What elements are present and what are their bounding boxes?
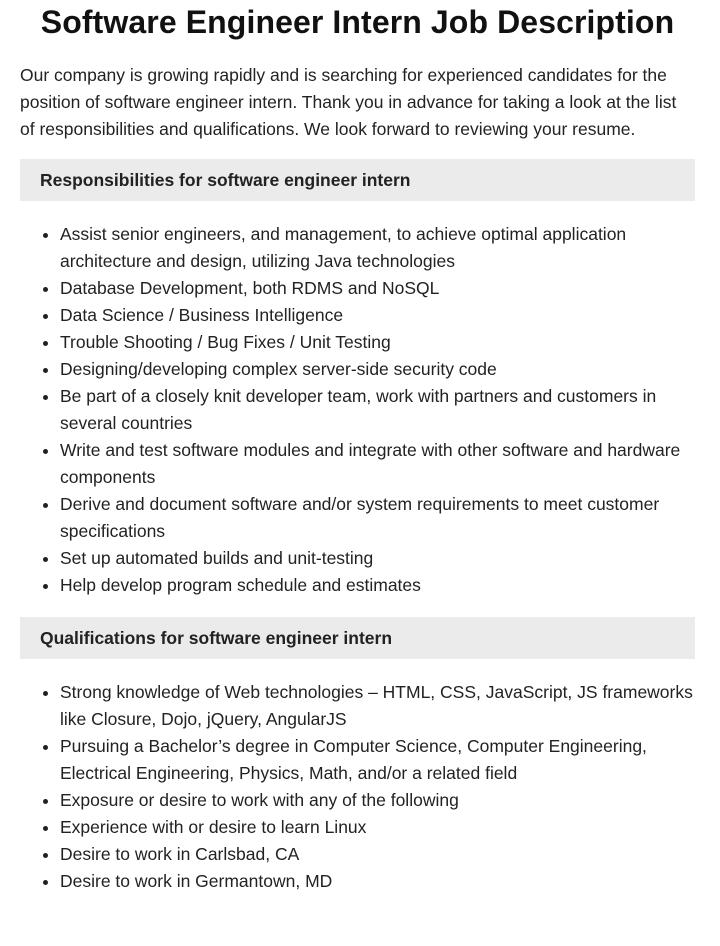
- list-item: • Database Development, both RDMS and NoSQL: [60, 275, 695, 302]
- list-item: • Help develop program schedule and estimates: [60, 572, 695, 599]
- list-item: • Assist senior engineers, and management, to achieve optimal application architecture and design, utilizing Java technologies: [60, 221, 695, 275]
- list-item: • Trouble Shooting / Bug Fixes / Unit Testing: [60, 329, 695, 356]
- list-item: • Pursuing a Bachelor’s degree in Computer Science, Computer Engineering, Electrical Engineering, Physics, Math, and/or a related field: [60, 733, 695, 787]
- list-item: • Desire to work in Germantown, MD: [60, 868, 695, 895]
- qualifications-heading: Qualifications for software engineer intern: [20, 617, 695, 659]
- list-item: • Strong knowledge of Web technologies – HTML, CSS, JavaScript, JS frameworks like Closure, Dojo, jQuery, AngularJS: [60, 679, 695, 733]
- list-item: • Set up automated builds and unit-testing: [60, 545, 695, 572]
- list-item: • Be part of a closely knit developer team, work with partners and customers in several countries: [60, 383, 695, 437]
- list-item: • Derive and document software and/or system requirements to meet customer specifications: [60, 491, 695, 545]
- list-item: • Data Science / Business Intelligence: [60, 302, 695, 329]
- list-item: • Write and test software modules and integrate with other software and hardware components: [60, 437, 695, 491]
- page-title: Software Engineer Intern Job Description: [40, 4, 675, 40]
- list-item: • Exposure or desire to work with any of the following: [60, 787, 695, 814]
- intro-paragraph: Our company is growing rapidly and is searching for experienced candidates for the position of software engineer intern. Thank you in advance for taking a look at the list of responsibilities and qualifications. We look forward to reviewing your resume.: [20, 65, 677, 139]
- list-item: • Desire to work in Carlsbad, CA: [60, 841, 695, 868]
- responsibilities-heading: Responsibilities for software engineer intern: [20, 159, 695, 201]
- responsibilities-list: [20, 221, 695, 599]
- qualifications-list: [20, 679, 695, 895]
- list-item: • Designing/developing complex server-side security code: [60, 356, 695, 383]
- list-item: • Experience with or desire to learn Linux: [60, 814, 695, 841]
